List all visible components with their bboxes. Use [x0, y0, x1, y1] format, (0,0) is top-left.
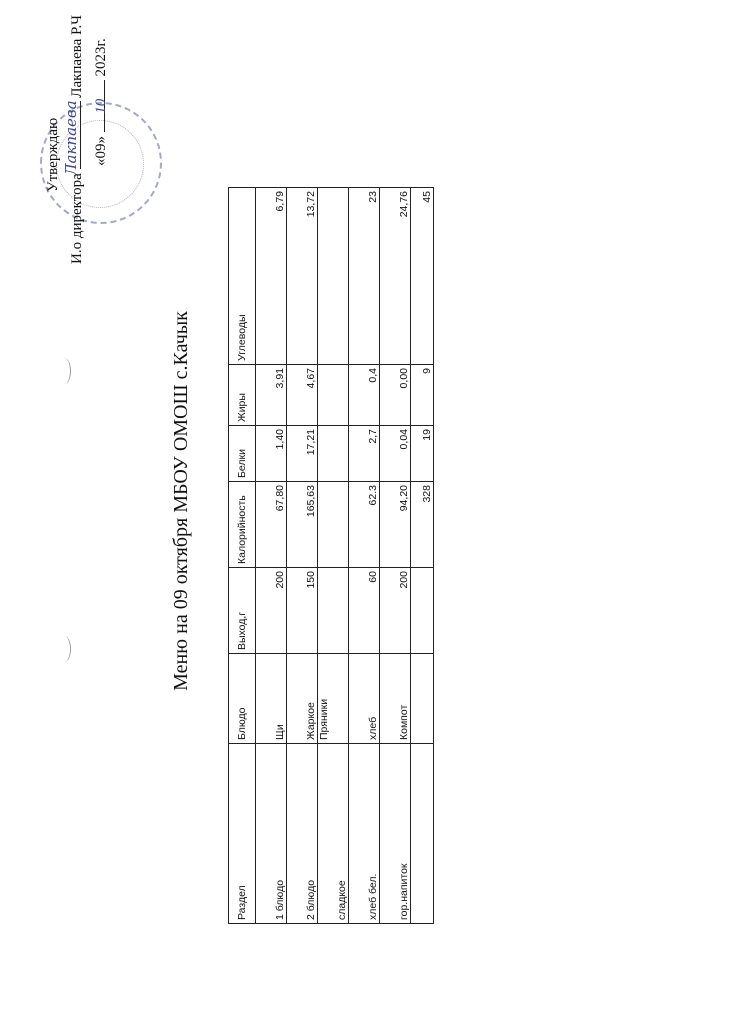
date-day: «09» — [93, 136, 109, 166]
header-cell: Белки — [229, 426, 256, 482]
table-cell — [318, 365, 349, 426]
table-cell — [411, 654, 434, 744]
total-fats: 9 — [411, 365, 434, 426]
header-row — [229, 188, 256, 924]
date-line — [90, 38, 113, 166]
totals-row — [411, 188, 434, 924]
table-cell — [318, 482, 349, 568]
approved-label: Утверждаю — [45, 117, 61, 192]
date-month: 10 — [90, 80, 105, 132]
header-cell: Блюдо — [229, 654, 256, 744]
page-title: Меню на 09 октября МБОУ ОМОШ с.Качык — [170, 311, 192, 691]
scan-mark — [58, 358, 71, 384]
table-cell: 2,7 — [349, 426, 380, 482]
table-cell: 0,4 — [349, 365, 380, 426]
scan-mark — [58, 636, 71, 662]
table-cell — [318, 426, 349, 482]
table-row — [380, 188, 411, 924]
header-cell: Раздел — [229, 744, 256, 924]
table-cell: 17,21 — [287, 426, 318, 482]
table-row — [318, 188, 349, 924]
date-year: 2023г. — [93, 38, 109, 77]
table-cell: 23 — [349, 188, 380, 365]
table-cell — [318, 568, 349, 654]
table-cell — [318, 188, 349, 365]
menu-table — [228, 187, 434, 924]
table-cell: Компот — [380, 654, 411, 744]
director-name: Лакпаева Р.Ч — [69, 15, 85, 98]
table-cell: 0,04 — [380, 426, 411, 482]
total-carbs: 45 — [411, 188, 434, 365]
table-cell: 0,00 — [380, 365, 411, 426]
table-cell: 200 — [380, 568, 411, 654]
handwritten-signature: Лакпаева — [62, 100, 80, 176]
table-cell: хлеб бел. — [349, 744, 380, 924]
table-cell: хлеб — [349, 654, 380, 744]
table-cell: 94,20 — [380, 482, 411, 568]
position-label: И.о директора — [69, 173, 85, 264]
table-cell: гор.напиток — [380, 744, 411, 924]
table-cell: 150 — [287, 568, 318, 654]
table-cell: 2 блюдо — [287, 744, 318, 924]
header-cell: Углеводы — [229, 188, 256, 365]
table-cell: 4,67 — [287, 365, 318, 426]
header-cell: Жиры — [229, 365, 256, 426]
table-cell: 1 блюдо — [256, 744, 287, 924]
table-cell: 1,40 — [256, 426, 287, 482]
table-row — [349, 188, 380, 924]
table-cell: 13,72 — [287, 188, 318, 365]
table-cell: Пряники — [318, 654, 349, 744]
header-cell: Выход,г — [229, 568, 256, 654]
table-cell: Жаркое — [287, 654, 318, 744]
table-cell: 165,63 — [287, 482, 318, 568]
table-cell: 3,91 — [256, 365, 287, 426]
header-cell: Калорийность — [229, 482, 256, 568]
table-cell: 200 — [256, 568, 287, 654]
table-cell: Щи — [256, 654, 287, 744]
table-cell: сладкое — [318, 744, 349, 924]
table-cell: 62.3 — [349, 482, 380, 568]
total-proteins: 19 — [411, 426, 434, 482]
table-cell: 67,80 — [256, 482, 287, 568]
table-cell: 6,79 — [256, 188, 287, 365]
table-cell: 60 — [349, 568, 380, 654]
total-calories: 328 — [411, 482, 434, 568]
table-cell: 24,76 — [380, 188, 411, 365]
table-row — [256, 188, 287, 924]
table-cell — [411, 744, 434, 924]
table-cell — [411, 568, 434, 654]
table-row — [287, 188, 318, 924]
